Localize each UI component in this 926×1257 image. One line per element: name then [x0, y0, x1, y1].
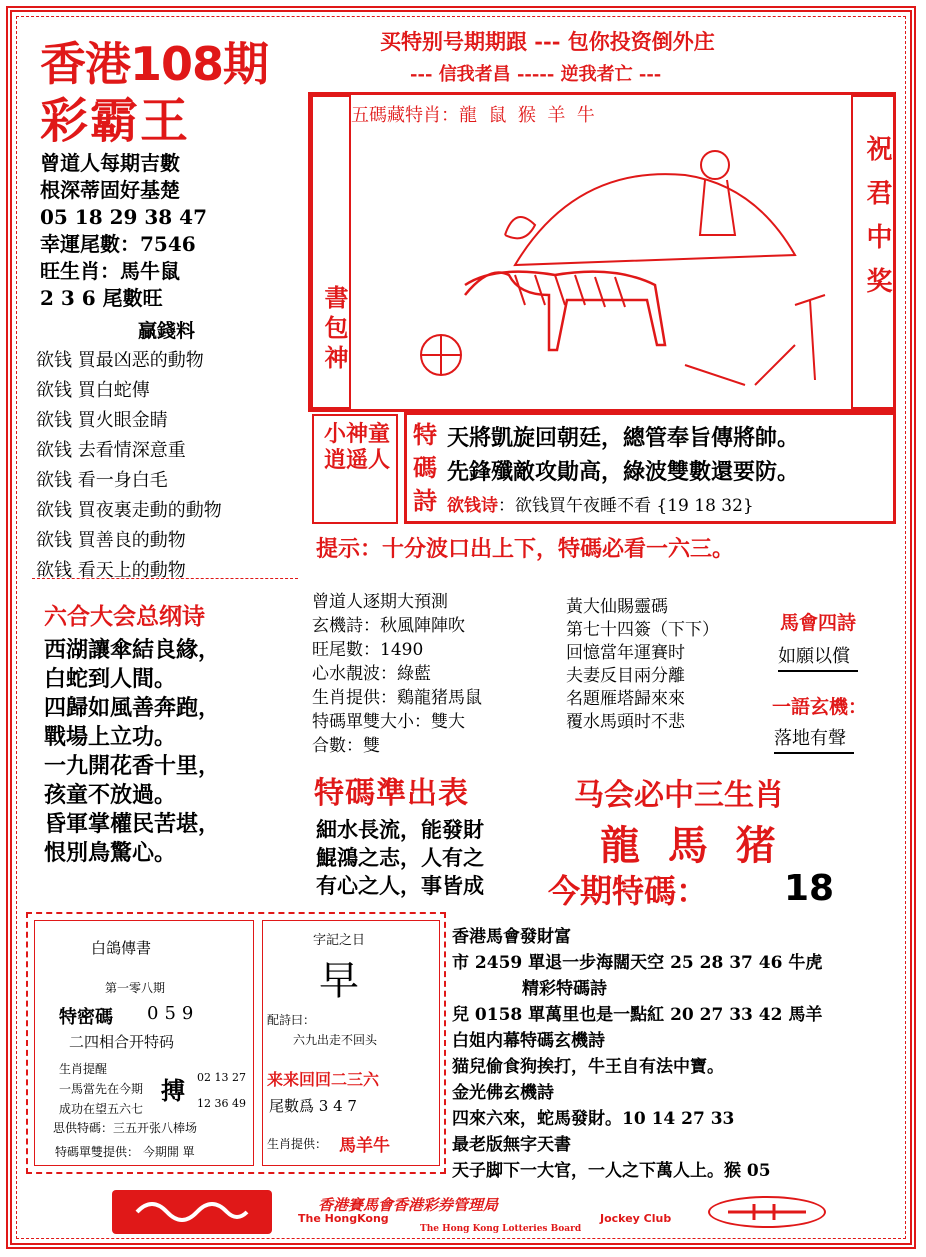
card-box	[26, 912, 446, 1174]
card-special-num: 059	[147, 1003, 200, 1024]
card-tail: 思供特碼：三五开张八棒场	[53, 1121, 198, 1135]
poem-labels	[413, 419, 437, 518]
right-line: 四來六來，蛇馬發財。10 14 27 33	[452, 1109, 735, 1129]
tema-lines	[316, 816, 484, 900]
liuhe-title: 六合大会总纲诗	[44, 604, 205, 630]
hint-item: 欲钱 買夜裏走動的動物	[36, 500, 222, 521]
huang-block	[566, 596, 719, 734]
right-line: 白姐内幕特碼玄機詩	[452, 1031, 605, 1051]
zeng-line: 曾道人逐期大預測	[312, 592, 448, 612]
liuhe-line: 昏軍掌權民苦堪，	[44, 811, 221, 837]
liuhe-line: 戰場上立功。	[44, 724, 177, 750]
hint-item: 欲钱 去看情深意重	[36, 440, 186, 461]
tema-line: 細水長流，能發財	[316, 817, 484, 842]
zeng-line: 合數：雙	[312, 736, 380, 756]
hint-item: 欲钱 看天上的動物	[36, 560, 186, 581]
liuhe-line: 西湖讓傘結良緣，	[44, 637, 221, 663]
right-line: 香港馬會發財富	[452, 927, 571, 947]
zeng-block	[312, 590, 482, 758]
mahui-text1: 如願以償	[778, 642, 858, 672]
right-line: 金光佛玄機詩	[452, 1083, 554, 1103]
zebra-illustration	[355, 125, 849, 409]
divider	[32, 578, 298, 579]
poem-label: 碼	[413, 454, 437, 482]
hint-item: 欲钱 買火眼金睛	[36, 410, 168, 431]
huang-line: 回憶當年運賽时	[566, 643, 685, 663]
huang-line: 黃大仙賜靈碼	[566, 597, 668, 617]
card-left-line: 生肖提醒	[59, 1062, 108, 1076]
tip-label: 提示	[316, 537, 361, 562]
zeng-line: 玄機詩：秋風陣陣吹	[312, 616, 465, 636]
today-label: 今期特碼：	[548, 872, 709, 910]
pei-text: 六九出走不回头	[293, 1033, 378, 1047]
zeng-line: 心水靚波：綠藍	[312, 664, 431, 684]
tip-text: ：十分波口出上下，特碼必看一六三。	[360, 537, 735, 562]
left-line: 2 3 6 尾數旺	[40, 286, 163, 310]
zeng-line: 生肖提供：鷄龍猪馬鼠	[312, 688, 482, 708]
three-zodiac: 龍 馬 猪	[600, 823, 776, 869]
card-left-col	[59, 1059, 143, 1119]
zi-title: 字記之日	[313, 933, 366, 948]
shengxiao-val: 馬羊牛	[339, 1136, 390, 1156]
mahui-title1: 馬會四詩	[780, 612, 857, 634]
right-line: 精彩特碼詩	[522, 979, 607, 999]
huang-line: 名題雁塔歸來來	[566, 689, 685, 709]
today-number: 18	[784, 868, 835, 909]
left-line: 旺生肖：馬牛鼠	[40, 259, 180, 283]
left-line: 05 18 29 38 47	[40, 205, 208, 229]
lai-line: 来来回回二三六	[267, 1070, 380, 1089]
five-code: 五碼藏特肖：龍 鼠 猴 羊 牛	[351, 105, 595, 126]
seal	[312, 414, 398, 524]
tip-line	[316, 532, 734, 563]
seal-text: 小神童 逍遥人	[323, 422, 390, 473]
huang-line: 夫妻反目兩分離	[566, 666, 685, 686]
card-left-line: 成功在望五六七	[59, 1102, 144, 1116]
footer-logo-right-icon	[724, 1202, 810, 1222]
footer-logo-left	[112, 1190, 272, 1234]
left-top-block	[40, 150, 207, 312]
huang-line: 第七十四簽（下下）	[566, 620, 719, 640]
left-line: 幸運尾數：7546	[40, 232, 196, 256]
right-list	[452, 924, 822, 1184]
poem-line3: 欲钱诗：欲钱買午夜睡不看 {19 18 32}	[447, 496, 754, 516]
left-line: 曾道人每期吉數	[40, 151, 180, 175]
tail-num: 尾數爲 3 4 7	[269, 1097, 357, 1115]
footer-en-right: Jockey Club	[600, 1212, 672, 1225]
right-line: 最老版無字天書	[452, 1135, 571, 1155]
card-right	[262, 920, 440, 1166]
picture-panel	[308, 92, 896, 412]
slogan-top: 买特别号期期跟 --- 包你投资倒外庄	[380, 29, 715, 54]
card-single: 特碼單雙提供： 今期開 單	[55, 1145, 195, 1159]
card-sum: 二四相合开特码	[69, 1033, 175, 1051]
footer-en-left: The HongKong	[298, 1212, 389, 1225]
brand-title: 彩霸王	[40, 93, 191, 149]
card-title: 白鴿傳書	[91, 939, 152, 957]
liuhe-lines	[44, 636, 220, 868]
hint-list	[36, 346, 222, 586]
huang-line: 覆水馬頭时不悲	[566, 712, 685, 732]
liuhe-line: 四歸如風善奔跑，	[44, 695, 221, 721]
hint-item: 欲钱 買善良的動物	[36, 530, 186, 551]
right-vertical-text: 祝君中奖	[862, 135, 892, 311]
shengxiao-label: 生肖提供：	[267, 1137, 328, 1151]
issue-title: 香港108期	[40, 37, 269, 91]
right-line: 天子脚下一大官，一人之下萬人上。猴 05	[452, 1161, 771, 1181]
three-title: 马会必中三生肖	[574, 778, 784, 813]
mahui-text2: 落地有聲	[774, 724, 854, 754]
footer-logo-left-icon	[132, 1196, 252, 1228]
card-center-char: 搏	[161, 1077, 185, 1105]
liuhe-line: 孩童不放過。	[44, 782, 177, 808]
footer-cn: 香港賽馬會香港彩券管理局	[318, 1196, 499, 1214]
card-left	[34, 920, 254, 1166]
hint-item: 欲钱 買最凶恶的動物	[36, 350, 204, 371]
card-special-label: 特密碼	[59, 1007, 113, 1028]
poem-line2: 先鋒殲敵攻勛高，綠波雙數還要防。	[447, 460, 800, 485]
poem-label: 特	[413, 421, 437, 449]
footer-logo-right	[708, 1196, 826, 1228]
card-right-num: 12 36 49	[197, 1097, 246, 1110]
tema-line: 有心之人，事皆成	[316, 873, 484, 898]
slogan-sub: --- 信我者昌 ----- 逆我者亡 ---	[410, 64, 662, 85]
hint-item: 欲钱 買白蛇傳	[36, 380, 150, 401]
footer-en-sub: The Hong Kong Lotteries Board	[420, 1224, 582, 1234]
liuhe-line: 恨別鳥驚心。	[44, 840, 177, 866]
special-poem-box	[404, 412, 896, 524]
card-right-num: 02 13 27	[197, 1071, 246, 1084]
zeng-line: 旺尾數：1490	[312, 640, 424, 660]
zeng-line: 特碼單雙大小：雙大	[312, 712, 465, 732]
right-line: 猫兒偷食狗挨打，牛王自有法中寶。	[452, 1057, 724, 1077]
poem-line1: 天將凱旋回朝廷，總管奉旨傳將帥。	[447, 426, 800, 451]
left-line: 根深蒂固好基楚	[40, 178, 180, 202]
money-title: 贏錢料	[138, 320, 196, 342]
hint-item: 欲钱 看一身白毛	[36, 470, 168, 491]
mahui-title2: 一語玄機：	[772, 696, 868, 718]
left-vertical-text: 書包神	[320, 285, 348, 375]
card-issue: 第一零八期	[105, 981, 166, 995]
pei-label: 配詩曰：	[267, 1013, 316, 1027]
card-right-nums	[197, 1065, 246, 1117]
zi-char: 早	[319, 958, 359, 1004]
liuhe-line: 一九開花香十里，	[44, 753, 221, 779]
right-line: 兒 0158 單萬里也是一點紅 20 27 33 42 馬羊	[452, 1005, 823, 1025]
tema-line: 鯤鴻之志，人有之	[316, 845, 484, 870]
right-line: 市 2459 單退一步海闊天空 25 28 37 46 牛虎	[452, 953, 823, 973]
card-left-line: 一馬當先在今期	[59, 1082, 144, 1096]
liuhe-line: 白蛇到人間。	[44, 666, 177, 692]
poem-label: 詩	[413, 487, 437, 515]
tema-title: 特碼準出表	[314, 776, 469, 811]
